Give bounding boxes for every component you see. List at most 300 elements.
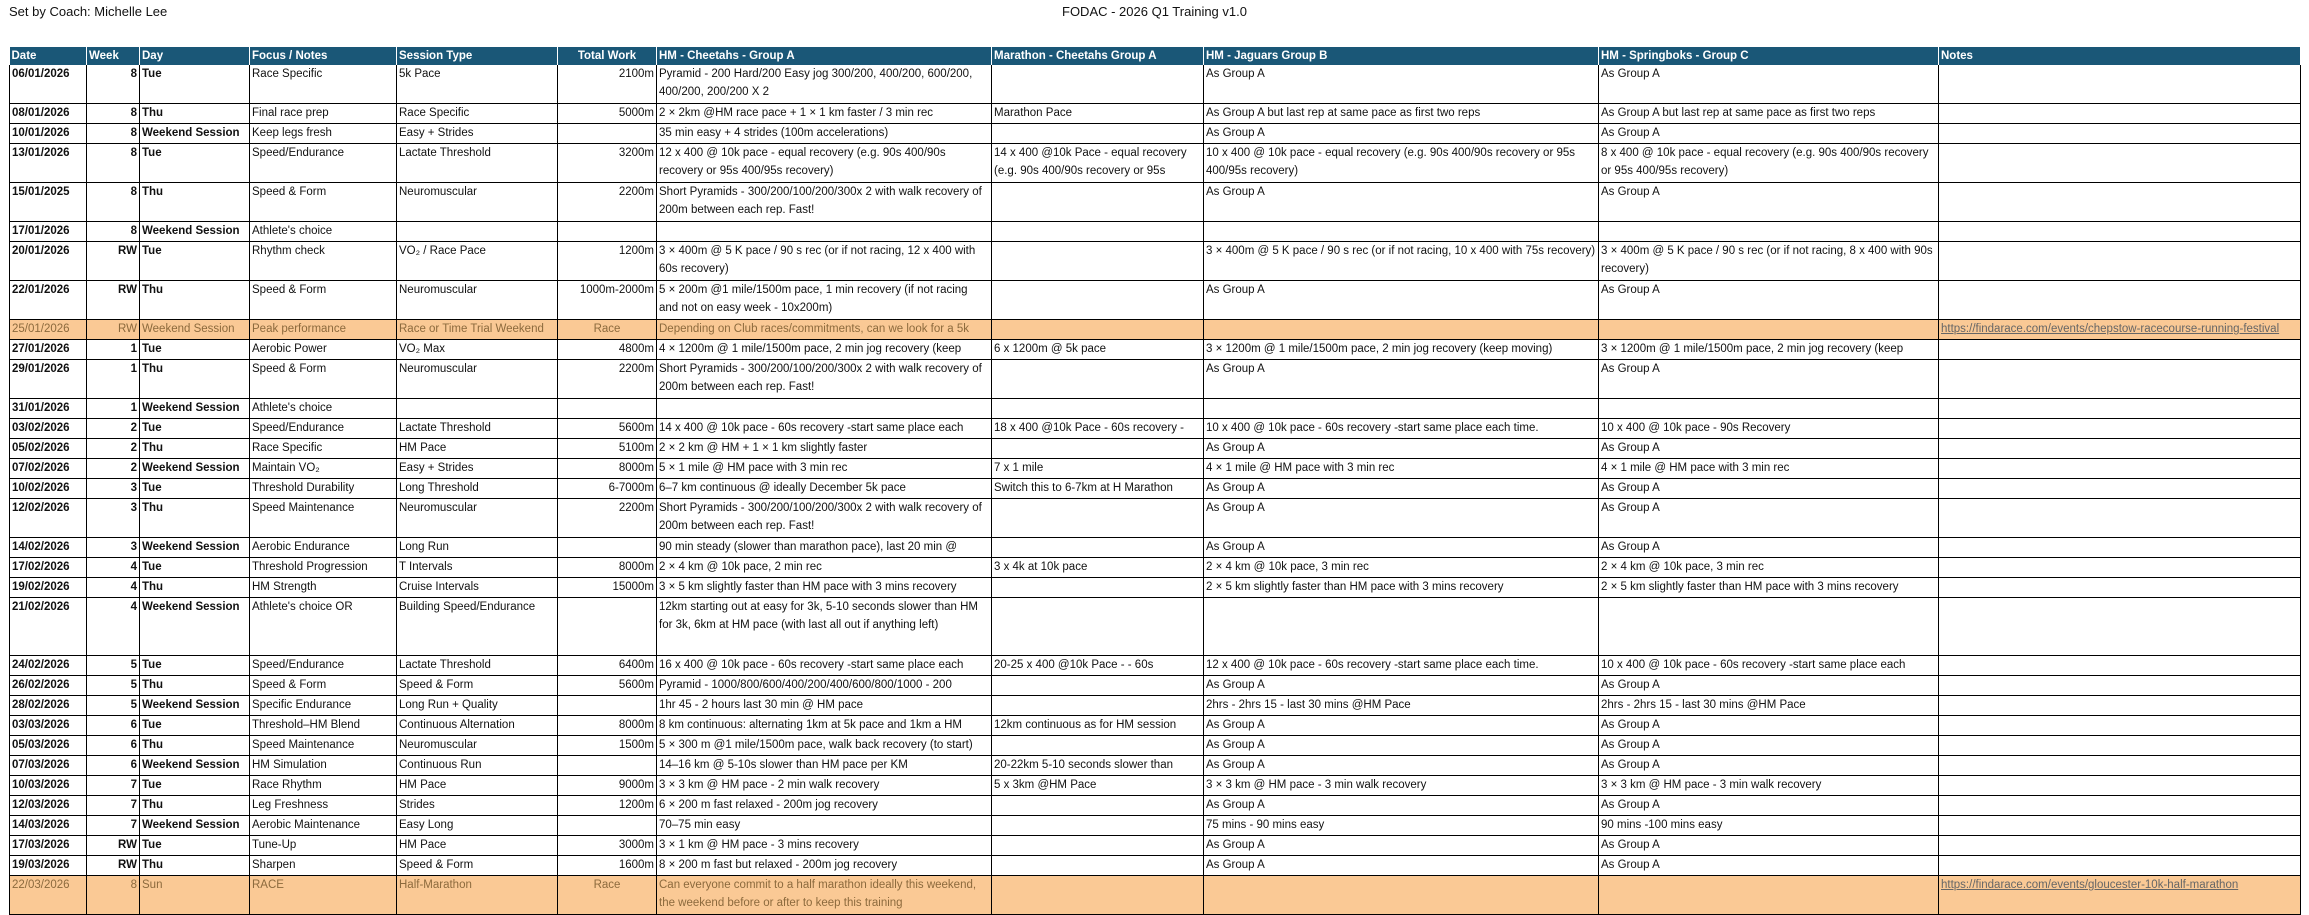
cell-group-a[interactable]: 6 × 200 m fast relaxed - 200m jog recovery [657, 796, 992, 816]
cell-group-a[interactable]: 5 × 300 m @1 mile/1500m pace, walk back recovery (to start) [657, 736, 992, 756]
cell-group-a[interactable]: 1hr 45 - 2 hours last 30 min @ HM pace [657, 696, 992, 716]
cell-group-b[interactable]: As Group A [1204, 479, 1599, 499]
cell-week[interactable]: 6 [87, 736, 140, 756]
cell-week[interactable]: 3 [87, 479, 140, 499]
cell-group-b[interactable]: As Group A [1204, 836, 1599, 856]
cell-day[interactable]: Tue [140, 340, 250, 360]
cell-group-a[interactable]: 3 × 400m @ 5 K pace / 90 s rec (or if not racing, 12 x 400 with 60s recovery) [657, 242, 992, 281]
cell-marathon[interactable] [992, 360, 1204, 399]
cell-marathon[interactable] [992, 222, 1204, 242]
cell-notes[interactable] [1939, 124, 2301, 144]
cell-day[interactable]: Weekend Session [140, 459, 250, 479]
cell-type[interactable]: Speed & Form [397, 676, 558, 696]
cell-day[interactable]: Tue [140, 479, 250, 499]
cell-week[interactable]: 1 [87, 360, 140, 399]
cell-focus[interactable]: Aerobic Maintenance [250, 816, 397, 836]
cell-group-a[interactable]: 14 x 400 @ 10k pace - 60s recovery -start same place each [657, 419, 992, 439]
cell-group-c[interactable]: As Group A [1599, 756, 1939, 776]
cell-week[interactable]: 7 [87, 776, 140, 796]
cell-day[interactable]: Thu [140, 676, 250, 696]
cell-focus[interactable]: Tune-Up [250, 836, 397, 856]
cell-week[interactable]: 3 [87, 538, 140, 558]
cell-marathon[interactable]: 12km continuous as for HM session [992, 716, 1204, 736]
cell-date[interactable]: 06/01/2026 [10, 65, 87, 104]
cell-day[interactable]: Weekend Session [140, 598, 250, 656]
cell-group-c[interactable]: As Group A [1599, 183, 1939, 222]
cell-group-c[interactable]: As Group A [1599, 124, 1939, 144]
cell-focus[interactable]: Race Specific [250, 65, 397, 104]
cell-focus[interactable]: HM Simulation [250, 756, 397, 776]
col-week[interactable]: Week [87, 47, 140, 65]
cell-week[interactable]: 7 [87, 796, 140, 816]
cell-group-b[interactable]: 2 × 4 km @ 10k pace, 3 min rec [1204, 558, 1599, 578]
cell-marathon[interactable] [992, 836, 1204, 856]
cell-week[interactable]: 8 [87, 124, 140, 144]
cell-group-a[interactable]: 3 × 3 km @ HM pace - 2 min walk recovery [657, 776, 992, 796]
cell-type[interactable]: T Intervals [397, 558, 558, 578]
cell-week[interactable]: RW [87, 836, 140, 856]
cell-date[interactable]: 10/03/2026 [10, 776, 87, 796]
cell-focus[interactable]: Rhythm check [250, 242, 397, 281]
cell-work[interactable] [558, 222, 657, 242]
cell-work[interactable]: 8000m [558, 558, 657, 578]
cell-group-b[interactable]: As Group A [1204, 716, 1599, 736]
cell-notes[interactable] [1939, 558, 2301, 578]
cell-marathon[interactable]: 3 x 4k at 10k pace [992, 558, 1204, 578]
cell-group-c[interactable]: As Group A [1599, 716, 1939, 736]
cell-type[interactable]: Long Run [397, 538, 558, 558]
cell-type[interactable]: Lactate Threshold [397, 419, 558, 439]
cell-type[interactable]: Race Specific [397, 104, 558, 124]
cell-group-c[interactable]: 2hrs - 2hrs 15 - last 30 mins @HM Pace [1599, 696, 1939, 716]
cell-type[interactable]: Neuromuscular [397, 360, 558, 399]
cell-day[interactable]: Tue [140, 144, 250, 183]
cell-day[interactable]: Thu [140, 736, 250, 756]
cell-marathon[interactable] [992, 736, 1204, 756]
cell-day[interactable]: Thu [140, 281, 250, 320]
cell-day[interactable]: Weekend Session [140, 696, 250, 716]
cell-type[interactable]: Neuromuscular [397, 736, 558, 756]
cell-notes[interactable] [1939, 776, 2301, 796]
cell-group-c[interactable]: 10 x 400 @ 10k pace - 60s recovery -start same place each [1599, 656, 1939, 676]
cell-focus[interactable]: RACE [250, 876, 397, 915]
cell-day[interactable]: Thu [140, 439, 250, 459]
cell-marathon[interactable] [992, 320, 1204, 340]
cell-date[interactable]: 26/02/2026 [10, 676, 87, 696]
cell-marathon[interactable] [992, 578, 1204, 598]
cell-date[interactable]: 13/01/2026 [10, 144, 87, 183]
cell-day[interactable]: Thu [140, 796, 250, 816]
cell-group-b[interactable]: 3 × 3 km @ HM pace - 3 min walk recovery [1204, 776, 1599, 796]
cell-type[interactable]: Long Threshold [397, 479, 558, 499]
cell-marathon[interactable] [992, 816, 1204, 836]
cell-work[interactable]: 3200m [558, 144, 657, 183]
cell-day[interactable]: Weekend Session [140, 538, 250, 558]
cell-focus[interactable]: HM Strength [250, 578, 397, 598]
cell-type[interactable]: Long Run + Quality [397, 696, 558, 716]
cell-group-a[interactable]: 90 min steady (slower than marathon pace), last 20 min @ [657, 538, 992, 558]
cell-notes[interactable] [1939, 756, 2301, 776]
cell-date[interactable]: 05/03/2026 [10, 736, 87, 756]
cell-date[interactable]: 03/02/2026 [10, 419, 87, 439]
cell-group-b[interactable]: As Group A [1204, 124, 1599, 144]
cell-notes[interactable] [1939, 144, 2301, 183]
cell-group-b[interactable]: As Group A [1204, 736, 1599, 756]
cell-week[interactable]: 8 [87, 876, 140, 915]
cell-work[interactable]: 4800m [558, 340, 657, 360]
cell-group-c[interactable]: 2 × 4 km @ 10k pace, 3 min rec [1599, 558, 1939, 578]
cell-type[interactable]: 5k Pace [397, 65, 558, 104]
cell-type[interactable]: Half-Marathon [397, 876, 558, 915]
cell-group-a[interactable]: 2 × 2 km @ HM + 1 × 1 km slightly faster [657, 439, 992, 459]
cell-week[interactable]: 4 [87, 598, 140, 656]
cell-focus[interactable]: Threshold Durability [250, 479, 397, 499]
cell-notes[interactable] [1939, 242, 2301, 281]
cell-group-b[interactable]: As Group A [1204, 65, 1599, 104]
cell-type[interactable]: VO₂ / Race Pace [397, 242, 558, 281]
cell-work[interactable]: 6400m [558, 656, 657, 676]
cell-notes[interactable] [1939, 696, 2301, 716]
cell-type[interactable]: Lactate Threshold [397, 144, 558, 183]
cell-focus[interactable]: Athlete's choice OR [250, 598, 397, 656]
cell-marathon[interactable]: 18 x 400 @10k Pace - 60s recovery - [992, 419, 1204, 439]
cell-group-a[interactable]: Short Pyramids - 300/200/100/200/300x 2 with walk recovery of 200m between each rep. Fast! [657, 360, 992, 399]
cell-group-c[interactable]: 3 × 1200m @ 1 mile/1500m pace, 2 min jog recovery (keep [1599, 340, 1939, 360]
cell-date[interactable]: 07/03/2026 [10, 756, 87, 776]
cell-marathon[interactable]: Marathon Pace [992, 104, 1204, 124]
cell-group-a[interactable]: 70–75 min easy [657, 816, 992, 836]
cell-group-a[interactable]: 5 × 1 mile @ HM pace with 3 min rec [657, 459, 992, 479]
cell-notes[interactable] [1939, 281, 2301, 320]
cell-group-a[interactable]: 3 × 5 km slightly faster than HM pace with 3 mins recovery [657, 578, 992, 598]
cell-work[interactable]: 6-7000m [558, 479, 657, 499]
cell-type[interactable]: Race or Time Trial Weekend [397, 320, 558, 340]
cell-day[interactable]: Tue [140, 65, 250, 104]
col-total-work[interactable]: Total Work [558, 47, 657, 65]
cell-date[interactable]: 17/01/2026 [10, 222, 87, 242]
cell-marathon[interactable] [992, 124, 1204, 144]
cell-group-c[interactable]: 10 x 400 @ 10k pace - 90s Recovery [1599, 419, 1939, 439]
cell-notes[interactable] [1939, 736, 2301, 756]
cell-day[interactable]: Thu [140, 183, 250, 222]
cell-work[interactable]: 1000m-2000m [558, 281, 657, 320]
cell-group-a[interactable]: 4 × 1200m @ 1 mile/1500m pace, 2 min jog recovery (keep [657, 340, 992, 360]
cell-notes[interactable] [1939, 320, 2301, 340]
cell-group-b[interactable]: As Group A [1204, 183, 1599, 222]
cell-marathon[interactable]: 7 x 1 mile [992, 459, 1204, 479]
cell-week[interactable]: 3 [87, 499, 140, 538]
cell-day[interactable]: Tue [140, 558, 250, 578]
cell-date[interactable]: 14/03/2026 [10, 816, 87, 836]
cell-focus[interactable]: Race Specific [250, 439, 397, 459]
cell-day[interactable]: Weekend Session [140, 756, 250, 776]
cell-date[interactable]: 12/03/2026 [10, 796, 87, 816]
cell-group-b[interactable]: 3 × 400m @ 5 K pace / 90 s rec (or if not racing, 10 x 400 with 75s recovery) [1204, 242, 1599, 281]
cell-type[interactable]: Easy Long [397, 816, 558, 836]
cell-group-c[interactable]: 2 × 5 km slightly faster than HM pace with 3 mins recovery [1599, 578, 1939, 598]
col-date[interactable]: Date [10, 47, 87, 65]
cell-group-c[interactable]: 8 x 400 @ 10k pace - equal recovery (e.g. 90s 400/90s recovery or 95s 400/95s recovery) [1599, 144, 1939, 183]
cell-type[interactable]: HM Pace [397, 836, 558, 856]
cell-day[interactable]: Thu [140, 499, 250, 538]
cell-group-c[interactable]: As Group A [1599, 736, 1939, 756]
cell-work[interactable]: 2100m [558, 65, 657, 104]
cell-notes[interactable] [1939, 816, 2301, 836]
cell-date[interactable]: 31/01/2026 [10, 399, 87, 419]
cell-group-b[interactable] [1204, 320, 1599, 340]
cell-notes[interactable] [1939, 459, 2301, 479]
cell-date[interactable]: 19/03/2026 [10, 856, 87, 876]
cell-marathon[interactable] [992, 696, 1204, 716]
cell-group-c[interactable] [1599, 320, 1939, 340]
cell-date[interactable]: 27/01/2026 [10, 340, 87, 360]
cell-group-c[interactable]: As Group A [1599, 836, 1939, 856]
cell-week[interactable]: 2 [87, 439, 140, 459]
cell-marathon[interactable]: 5 x 3km @HM Pace [992, 776, 1204, 796]
cell-notes[interactable] [1939, 419, 2301, 439]
cell-type[interactable]: HM Pace [397, 439, 558, 459]
cell-focus[interactable]: Speed & Form [250, 676, 397, 696]
cell-group-c[interactable]: 3 × 3 km @ HM pace - 3 min walk recovery [1599, 776, 1939, 796]
cell-notes[interactable] [1939, 360, 2301, 399]
cell-work[interactable] [558, 598, 657, 656]
cell-week[interactable]: RW [87, 281, 140, 320]
cell-group-b[interactable]: As Group A [1204, 538, 1599, 558]
cell-week[interactable]: RW [87, 320, 140, 340]
cell-type[interactable]: Neuromuscular [397, 183, 558, 222]
cell-group-a[interactable]: 2 × 4 km @ 10k pace, 2 min rec [657, 558, 992, 578]
cell-group-a[interactable] [657, 222, 992, 242]
cell-focus[interactable]: Speed/Endurance [250, 419, 397, 439]
cell-notes[interactable] [1939, 479, 2301, 499]
cell-week[interactable]: 8 [87, 144, 140, 183]
cell-day[interactable]: Tue [140, 716, 250, 736]
cell-marathon[interactable]: Switch this to 6-7km at H Marathon [992, 479, 1204, 499]
cell-marathon[interactable] [992, 242, 1204, 281]
cell-group-c[interactable] [1599, 399, 1939, 419]
cell-group-b[interactable]: 4 × 1 mile @ HM pace with 3 min rec [1204, 459, 1599, 479]
cell-group-a[interactable]: Short Pyramids - 300/200/100/200/300x 2 with walk recovery of 200m between each rep. Fast! [657, 183, 992, 222]
cell-group-a[interactable]: 5 × 200m @1 mile/1500m pace, 1 min recovery (if not racing and not on easy week - 10x200m) [657, 281, 992, 320]
cell-group-a[interactable]: Can everyone commit to a half marathon ideally this weekend, the weekend before or after to keep this training [657, 876, 992, 915]
cell-group-b[interactable]: 3 × 1200m @ 1 mile/1500m pace, 2 min jog recovery (keep moving) [1204, 340, 1599, 360]
cell-group-c[interactable]: As Group A [1599, 499, 1939, 538]
cell-type[interactable]: Strides [397, 796, 558, 816]
cell-date[interactable]: 14/02/2026 [10, 538, 87, 558]
col-marathon[interactable]: Marathon - Cheetahs Group A [992, 47, 1204, 65]
cell-work[interactable]: 9000m [558, 776, 657, 796]
cell-group-a[interactable] [657, 399, 992, 419]
cell-group-c[interactable]: As Group A [1599, 479, 1939, 499]
cell-type[interactable]: HM Pace [397, 776, 558, 796]
cell-type[interactable] [397, 222, 558, 242]
cell-date[interactable]: 12/02/2026 [10, 499, 87, 538]
cell-week[interactable]: 4 [87, 558, 140, 578]
cell-day[interactable]: Tue [140, 836, 250, 856]
cell-week[interactable]: 5 [87, 656, 140, 676]
cell-group-a[interactable]: 12km starting out at easy for 3k, 5-10 seconds slower than HM for 3k, 6km at HM pace (with last all out if anything left) [657, 598, 992, 656]
cell-group-c[interactable]: As Group A [1599, 676, 1939, 696]
cell-marathon[interactable] [992, 876, 1204, 915]
cell-work[interactable]: 2200m [558, 183, 657, 222]
cell-notes[interactable] [1939, 836, 2301, 856]
cell-focus[interactable]: Leg Freshness [250, 796, 397, 816]
cell-group-b[interactable]: As Group A [1204, 499, 1599, 538]
cell-work[interactable]: 15000m [558, 578, 657, 598]
cell-date[interactable]: 15/01/2025 [10, 183, 87, 222]
cell-day[interactable]: Weekend Session [140, 320, 250, 340]
cell-focus[interactable]: Threshold Progression [250, 558, 397, 578]
cell-group-c[interactable]: As Group A [1599, 796, 1939, 816]
race-link[interactable]: https://findarace.com/events/gloucester-10k-half-marathon [1941, 879, 2239, 891]
cell-notes[interactable] [1939, 676, 2301, 696]
cell-group-a[interactable]: 2 × 2km @HM race pace + 1 × 1 km faster / 3 min rec [657, 104, 992, 124]
cell-group-b[interactable] [1204, 399, 1599, 419]
cell-group-c[interactable]: As Group A [1599, 439, 1939, 459]
cell-group-b[interactable]: 2 × 5 km slightly faster than HM pace with 3 mins recovery [1204, 578, 1599, 598]
cell-day[interactable]: Tue [140, 419, 250, 439]
cell-marathon[interactable] [992, 538, 1204, 558]
cell-work[interactable]: Race [558, 876, 657, 915]
cell-notes[interactable] [1939, 796, 2301, 816]
cell-group-a[interactable]: 6–7 km continuous @ ideally December 5k pace [657, 479, 992, 499]
cell-focus[interactable]: Speed/Endurance [250, 144, 397, 183]
cell-group-a[interactable]: 3 × 1 km @ HM pace - 3 mins recovery [657, 836, 992, 856]
cell-work[interactable]: 1200m [558, 796, 657, 816]
cell-group-b[interactable]: As Group A [1204, 856, 1599, 876]
cell-notes[interactable] [1939, 598, 2301, 656]
cell-work[interactable] [558, 124, 657, 144]
cell-work[interactable]: 3000m [558, 836, 657, 856]
cell-work[interactable] [558, 756, 657, 776]
cell-group-c[interactable]: 4 × 1 mile @ HM pace with 3 min rec [1599, 459, 1939, 479]
cell-date[interactable]: 28/02/2026 [10, 696, 87, 716]
cell-date[interactable]: 24/02/2026 [10, 656, 87, 676]
cell-work[interactable] [558, 399, 657, 419]
race-link[interactable]: https://findarace.com/events/chepstow-racecourse-running-festival [1941, 323, 2280, 335]
cell-date[interactable]: 05/02/2026 [10, 439, 87, 459]
cell-type[interactable] [397, 399, 558, 419]
cell-day[interactable]: Weekend Session [140, 399, 250, 419]
cell-focus[interactable]: Maintain VO₂ [250, 459, 397, 479]
cell-day[interactable]: Tue [140, 656, 250, 676]
cell-work[interactable]: 2200m [558, 499, 657, 538]
cell-type[interactable]: Speed & Form [397, 856, 558, 876]
cell-type[interactable]: Easy + Strides [397, 124, 558, 144]
cell-group-c[interactable] [1599, 222, 1939, 242]
cell-focus[interactable]: Athlete's choice [250, 399, 397, 419]
cell-type[interactable]: VO₂ Max [397, 340, 558, 360]
cell-type[interactable]: Neuromuscular [397, 499, 558, 538]
cell-day[interactable]: Tue [140, 242, 250, 281]
cell-day[interactable]: Thu [140, 578, 250, 598]
cell-focus[interactable]: Speed & Form [250, 360, 397, 399]
cell-day[interactable]: Thu [140, 360, 250, 399]
cell-group-b[interactable]: 2hrs - 2hrs 15 - last 30 mins @HM Pace [1204, 696, 1599, 716]
col-notes[interactable]: Notes [1939, 47, 2301, 65]
cell-work[interactable] [558, 696, 657, 716]
cell-week[interactable]: 8 [87, 65, 140, 104]
cell-week[interactable]: 5 [87, 696, 140, 716]
cell-work[interactable] [558, 816, 657, 836]
cell-work[interactable] [558, 538, 657, 558]
cell-group-b[interactable]: 10 x 400 @ 10k pace - equal recovery (e.g. 90s 400/90s recovery or 95s 400/95s recovery) [1204, 144, 1599, 183]
cell-work[interactable]: 5000m [558, 104, 657, 124]
cell-group-b[interactable]: As Group A [1204, 360, 1599, 399]
cell-focus[interactable]: Speed Maintenance [250, 499, 397, 538]
cell-marathon[interactable] [992, 856, 1204, 876]
cell-focus[interactable]: Speed Maintenance [250, 736, 397, 756]
cell-work[interactable]: 1200m [558, 242, 657, 281]
cell-date[interactable]: 29/01/2026 [10, 360, 87, 399]
cell-week[interactable]: 2 [87, 459, 140, 479]
cell-focus[interactable]: Athlete's choice [250, 222, 397, 242]
col-session-type[interactable]: Session Type [397, 47, 558, 65]
cell-type[interactable]: Building Speed/Endurance [397, 598, 558, 656]
cell-focus[interactable]: Speed & Form [250, 183, 397, 222]
cell-week[interactable]: 1 [87, 399, 140, 419]
cell-group-b[interactable]: As Group A [1204, 281, 1599, 320]
cell-day[interactable]: Sun [140, 876, 250, 915]
cell-focus[interactable]: Final race prep [250, 104, 397, 124]
cell-week[interactable]: 6 [87, 756, 140, 776]
cell-week[interactable]: 1 [87, 340, 140, 360]
cell-group-b[interactable] [1204, 876, 1599, 915]
cell-day[interactable]: Thu [140, 856, 250, 876]
cell-group-b[interactable]: As Group A [1204, 756, 1599, 776]
col-day[interactable]: Day [140, 47, 250, 65]
cell-group-c[interactable]: As Group A [1599, 360, 1939, 399]
cell-notes[interactable] [1939, 222, 2301, 242]
cell-work[interactable]: 5100m [558, 439, 657, 459]
cell-week[interactable]: 8 [87, 183, 140, 222]
cell-group-b[interactable]: As Group A [1204, 796, 1599, 816]
cell-group-c[interactable]: As Group A but last rep at same pace as first two reps [1599, 104, 1939, 124]
cell-date[interactable]: 21/02/2026 [10, 598, 87, 656]
cell-date[interactable]: 03/03/2026 [10, 716, 87, 736]
cell-type[interactable]: Easy + Strides [397, 459, 558, 479]
cell-group-b[interactable] [1204, 222, 1599, 242]
cell-work[interactable]: Race [558, 320, 657, 340]
cell-notes[interactable] [1939, 104, 2301, 124]
col-focus[interactable]: Focus / Notes [250, 47, 397, 65]
cell-group-c[interactable] [1599, 598, 1939, 656]
cell-day[interactable]: Weekend Session [140, 124, 250, 144]
cell-focus[interactable]: Keep legs fresh [250, 124, 397, 144]
cell-date[interactable]: 17/02/2026 [10, 558, 87, 578]
cell-date[interactable]: 25/01/2026 [10, 320, 87, 340]
cell-group-a[interactable]: 16 x 400 @ 10k pace - 60s recovery -start same place each [657, 656, 992, 676]
cell-group-c[interactable]: 90 mins -100 mins easy [1599, 816, 1939, 836]
cell-marathon[interactable]: 20-25 x 400 @10k Pace - - 60s [992, 656, 1204, 676]
cell-focus[interactable]: Sharpen [250, 856, 397, 876]
cell-notes[interactable] [1939, 876, 2301, 915]
cell-group-b[interactable]: As Group A [1204, 676, 1599, 696]
cell-marathon[interactable]: 20-22km 5-10 seconds slower than [992, 756, 1204, 776]
cell-type[interactable]: Neuromuscular [397, 281, 558, 320]
cell-focus[interactable]: Speed & Form [250, 281, 397, 320]
cell-day[interactable]: Thu [140, 104, 250, 124]
cell-work[interactable]: 8000m [558, 716, 657, 736]
cell-group-b[interactable] [1204, 598, 1599, 656]
cell-type[interactable]: Continuous Alternation [397, 716, 558, 736]
cell-group-a[interactable]: Short Pyramids - 300/200/100/200/300x 2 with walk recovery of 200m between each rep. Fast! [657, 499, 992, 538]
cell-marathon[interactable] [992, 281, 1204, 320]
cell-work[interactable]: 8000m [558, 459, 657, 479]
cell-week[interactable]: 7 [87, 816, 140, 836]
cell-focus[interactable]: Race Rhythm [250, 776, 397, 796]
cell-week[interactable]: RW [87, 242, 140, 281]
